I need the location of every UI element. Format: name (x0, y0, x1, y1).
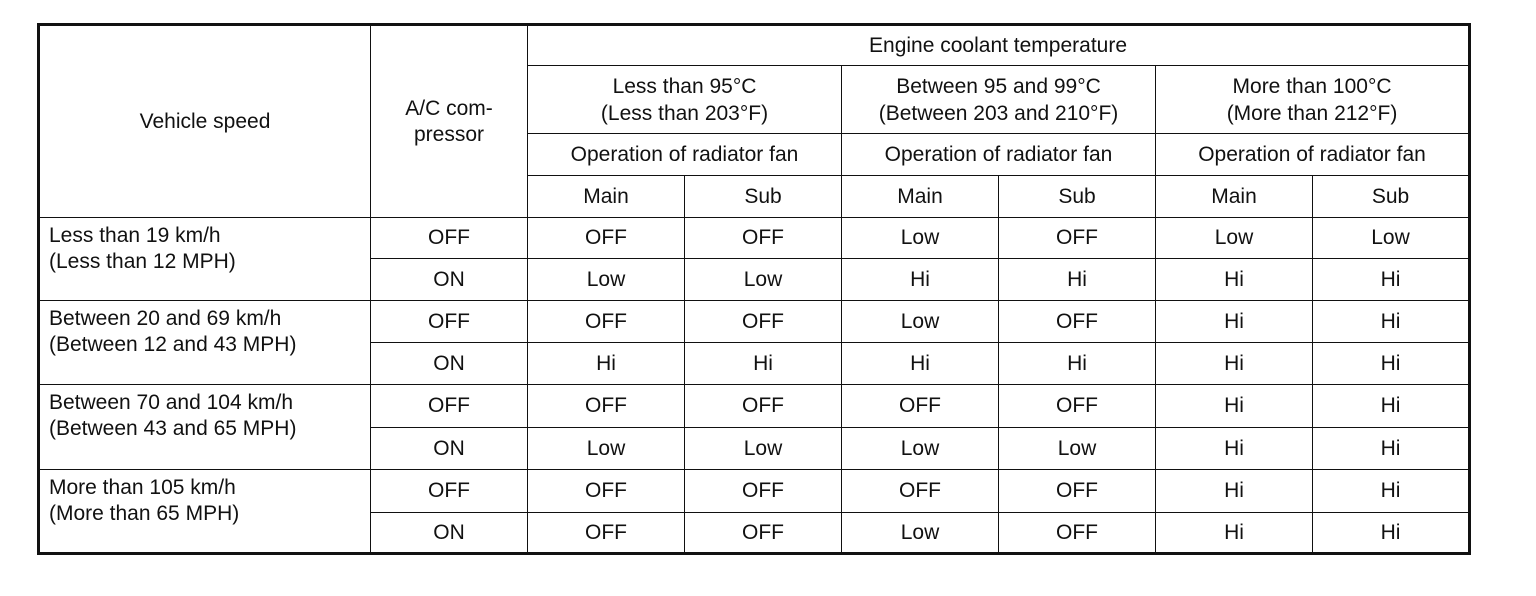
fan-value-cell: Hi (1313, 470, 1470, 513)
fan-value-cell: Hi (1313, 301, 1470, 343)
fan-value-cell: OFF (685, 301, 842, 343)
fan-value-cell: Low (842, 301, 999, 343)
fan-value-cell: OFF (842, 385, 999, 428)
operation-header-high: Operation of radiator fan (1156, 134, 1470, 176)
fan-value-cell: Low (842, 218, 999, 259)
fan-value-cell: Low (685, 428, 842, 470)
ac-compressor-header-line-1: A/C com- (405, 96, 493, 120)
vehicle-speed-cell (39, 385, 371, 470)
fan-value-cell: Low (842, 428, 999, 470)
fan-value-cell: OFF (685, 513, 842, 554)
fan-sub-header: Sub (1313, 176, 1470, 218)
fan-value-cell: OFF (842, 470, 999, 513)
fan-value-cell: OFF (528, 470, 685, 513)
temp-range-low-header (528, 66, 842, 134)
fan-value-cell: Low (1313, 218, 1470, 259)
fan-value-cell: Low (528, 428, 685, 470)
vehicle-speed-header: Vehicle speed (39, 25, 371, 218)
temp-range-high-celsius: More than 100°C (1232, 74, 1392, 98)
fan-value-cell: Hi (1156, 301, 1313, 343)
ac-compressor-cell: OFF (371, 470, 528, 513)
fan-value-cell: Hi (1313, 385, 1470, 428)
ac-compressor-header (371, 25, 528, 218)
fan-value-cell: Hi (1313, 428, 1470, 470)
ac-compressor-cell: ON (371, 428, 528, 470)
fan-value-cell: Hi (842, 259, 999, 301)
table-row (39, 301, 1470, 343)
fan-main-header: Main (842, 176, 999, 218)
engine-coolant-temperature-header: Engine coolant temperature (528, 25, 1470, 66)
ac-compressor-header-line-2: pressor (413, 122, 485, 146)
fan-value-cell: OFF (528, 301, 685, 343)
fan-value-cell: Hi (1156, 470, 1313, 513)
fan-value-cell: Hi (1156, 343, 1313, 385)
fan-value-cell: OFF (528, 513, 685, 554)
fan-value-cell: OFF (999, 218, 1156, 259)
temp-range-mid-celsius: Between 95 and 99°C (896, 74, 1101, 98)
fan-value-cell: OFF (999, 385, 1156, 428)
fan-value-cell: Hi (528, 343, 685, 385)
fan-value-cell: OFF (685, 218, 842, 259)
fan-value-cell: Hi (1156, 385, 1313, 428)
fan-value-cell: OFF (528, 218, 685, 259)
header-row-1 (39, 25, 1470, 66)
speed-mph: (Between 12 and 43 MPH) (49, 333, 297, 356)
temp-range-high-header (1156, 66, 1470, 134)
fan-sub-header: Sub (999, 176, 1156, 218)
ac-compressor-cell: OFF (371, 385, 528, 428)
operation-header-low: Operation of radiator fan (528, 134, 842, 176)
fan-main-header: Main (528, 176, 685, 218)
fan-value-cell: Hi (1156, 259, 1313, 301)
temp-range-low-celsius: Less than 95°C (612, 74, 757, 98)
fan-value-cell: Hi (1313, 513, 1470, 554)
vehicle-speed-cell (39, 301, 371, 385)
speed-mph: (Between 43 and 65 MPH) (49, 417, 297, 440)
vehicle-speed-cell (39, 470, 371, 554)
fan-value-cell: OFF (685, 470, 842, 513)
radiator-fan-table-wrapper (37, 23, 1471, 555)
ac-compressor-cell: ON (371, 343, 528, 385)
fan-value-cell: Low (685, 259, 842, 301)
speed-mph: (More than 65 MPH) (49, 502, 240, 525)
fan-value-cell: Low (999, 428, 1156, 470)
fan-value-cell: Hi (685, 343, 842, 385)
temp-range-mid-fahrenheit: (Between 203 and 210°F) (878, 101, 1119, 125)
speed-kmh: Less than 19 km/h (49, 224, 221, 247)
fan-value-cell: Low (1156, 218, 1313, 259)
fan-value-cell: Hi (999, 259, 1156, 301)
operation-header-mid: Operation of radiator fan (842, 134, 1156, 176)
speed-kmh: Between 70 and 104 km/h (49, 391, 294, 414)
table-row (39, 470, 1470, 513)
fan-sub-header: Sub (685, 176, 842, 218)
fan-value-cell: OFF (999, 301, 1156, 343)
ac-compressor-cell: ON (371, 513, 528, 554)
fan-main-header: Main (1156, 176, 1313, 218)
fan-value-cell: Hi (1313, 259, 1470, 301)
table-row (39, 218, 1470, 259)
temp-range-mid-header (842, 66, 1156, 134)
temp-range-high-fahrenheit: (More than 212°F) (1226, 101, 1398, 125)
vehicle-speed-cell (39, 218, 371, 301)
ac-compressor-cell: OFF (371, 301, 528, 343)
fan-value-cell: Hi (842, 343, 999, 385)
speed-kmh: Between 20 and 69 km/h (49, 307, 282, 330)
fan-value-cell: Low (842, 513, 999, 554)
speed-mph: (Less than 12 MPH) (49, 250, 236, 273)
table-row (39, 385, 1470, 428)
fan-value-cell: OFF (999, 470, 1156, 513)
ac-compressor-cell: ON (371, 259, 528, 301)
fan-value-cell: Hi (1156, 513, 1313, 554)
fan-value-cell: Hi (999, 343, 1156, 385)
fan-value-cell: OFF (528, 385, 685, 428)
fan-value-cell: OFF (685, 385, 842, 428)
temp-range-low-fahrenheit: (Less than 203°F) (600, 101, 769, 125)
fan-value-cell: Hi (1156, 428, 1313, 470)
speed-kmh: More than 105 km/h (49, 476, 236, 499)
radiator-fan-operation-table (37, 23, 1471, 555)
fan-value-cell: OFF (999, 513, 1156, 554)
fan-value-cell: Hi (1313, 343, 1470, 385)
ac-compressor-cell: OFF (371, 218, 528, 259)
fan-value-cell: Low (528, 259, 685, 301)
